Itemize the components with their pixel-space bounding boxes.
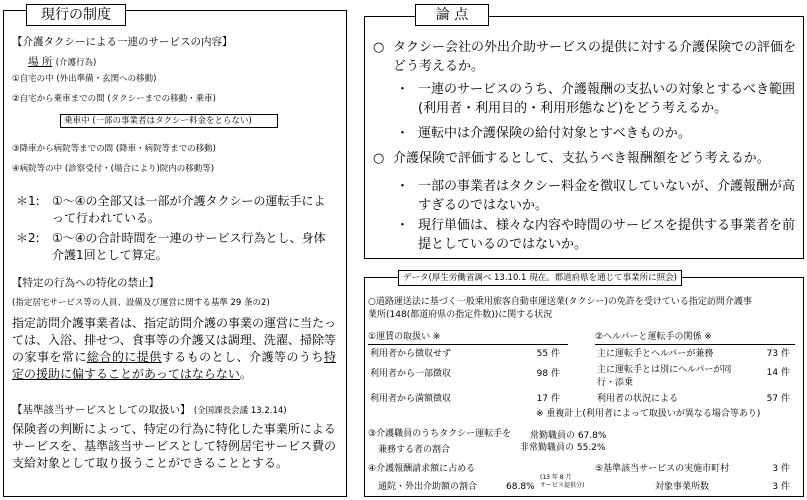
q1-mark: ○ bbox=[373, 40, 385, 55]
specialization-ban-heading: 【特定の行為への特化の禁止】 bbox=[12, 277, 159, 289]
target-office-value: 3 件 bbox=[772, 482, 790, 492]
service-content-heading: 【介護タクシーによる一連のサービスの内容】 bbox=[12, 36, 233, 48]
spec-text-c: 。 bbox=[239, 367, 252, 381]
fare-row-1-label: 利用者から徴収せず bbox=[370, 349, 452, 359]
claim-ratio-note bbox=[540, 474, 584, 490]
in-vehicle-box: 乗車中 (一部の事業者はタクシー料金をとらない) bbox=[60, 114, 278, 128]
spec-text-underline-2: 特定の援助に偏することがあってはならない bbox=[12, 350, 336, 381]
data-intro-line-1: ○道路運送法に基づく一般乗用旅客自動車運送業(タクシー)の免許を受けている指定訪問介護事 bbox=[368, 297, 752, 307]
helper-row-1-label: 主に運転手とヘルパーが兼務 bbox=[597, 349, 714, 359]
spec-text-underline-1: 総合的に提供 bbox=[86, 350, 162, 364]
q2-bullet-2-mark: ・ bbox=[396, 218, 410, 233]
data-tag: データ(厚生労働省調べ 13.10.1 現在。都道府県を通じて事業所に照会) bbox=[398, 270, 682, 286]
place-label bbox=[28, 55, 96, 69]
claim-ratio-note-b: サービス提供分) bbox=[540, 482, 585, 489]
helper-row-2-label: 主に運転手とは別にヘルパーが同行・添乗 bbox=[597, 365, 732, 388]
service-item-4: ④病院等の中 (診察受付・(場合により)院内の移動等) bbox=[12, 164, 215, 174]
fare-handling-title: ①運賃の取扱い ※ bbox=[368, 332, 441, 342]
q2-text: 介護保険で評価するとして、支払うべき報酬額をどう考えるか。 bbox=[393, 151, 770, 166]
q2-bullet-2: 現行単価は、様々な内容や時間のサービスを提供する事業者を前提としているのではないか。 bbox=[418, 218, 796, 252]
driver-ratio-fulltime: 常勤職員の 67.8% bbox=[530, 431, 607, 441]
q2-bullet-1: 一部の事業者はタクシー料金を徴収していないが、介護報酬が高すぎるのではないか。 bbox=[418, 179, 796, 213]
helper-driver-title: ②ヘルパーと運転手の関係 ※ bbox=[595, 332, 712, 342]
service-item-2: ②自宅から乗車までの間 (タクシーまでの移動・乗車) bbox=[12, 94, 216, 104]
standard-service-source: (全国課長会議 13.2.14) bbox=[193, 406, 287, 416]
fare-row-2-label: 利用者から一部徴収 bbox=[370, 369, 452, 379]
service-item-1: ①自宅の中 (外出準備・玄関への移動) bbox=[12, 74, 157, 84]
claim-ratio-label: 通院・外出介助額の割合 bbox=[378, 482, 478, 492]
specialization-ban-text bbox=[12, 315, 336, 383]
standard-municipality-value: 3 件 bbox=[772, 464, 790, 474]
claim-ratio-title: ④介護報酬請求額に占める bbox=[368, 464, 476, 474]
claim-ratio-value: 68.8% bbox=[506, 482, 535, 492]
issues-tag: 論 点 bbox=[415, 4, 489, 26]
helper-row-2-value: 14 件 bbox=[766, 368, 790, 378]
claim-ratio-note-a: (13 年 8 月 bbox=[540, 474, 572, 481]
driver-ratio-title: ③介護職員のうちタクシー運転手を bbox=[368, 429, 512, 439]
note-2-mark: ＊2: bbox=[16, 231, 40, 245]
helper-row-3-value: 57 件 bbox=[766, 394, 790, 404]
data-intro-line-2: 業所(148(都道府県の指定件数))に関する状況 bbox=[368, 310, 553, 320]
standard-service-text: 保険者の判断によって、特定の行為に特化した事業所によるサービスを、基準該当サービスとして特例居宅サービス費の支給対象として取り扱うことができることとする。 bbox=[12, 422, 337, 470]
q1-bullet-1-mark: ・ bbox=[396, 82, 410, 97]
standard-service-heading bbox=[12, 403, 287, 417]
place-label-sub: (介護行為) bbox=[55, 58, 97, 68]
place-label-text: 場 所 bbox=[28, 56, 53, 68]
target-office-label: 対象事業所数 bbox=[655, 482, 710, 492]
q1-bullet-1: 一連のサービスのうち、介護報酬の支払いの対象とするべき範囲(利用者・利用目的・利用形態など)をどう考えるか。 bbox=[418, 82, 796, 116]
fare-row-3-value: 17 件 bbox=[536, 394, 560, 404]
standard-municipality-title: ⑤基準該当サービスの実施市町村 bbox=[595, 464, 730, 474]
standard-service-heading-text: 【基準該当サービスとしての取扱い】 bbox=[12, 404, 191, 416]
specialization-ban-source: (指定居宅サービス等の人員、設備及び運営に関する基準 29 条の2) bbox=[12, 298, 270, 308]
spec-text-b: するものとし、介護等のうち bbox=[161, 350, 324, 364]
note-2: ①～④の合計時間を一連のサービス行為とし、身体介護1回として算定。 bbox=[52, 231, 326, 262]
q2-bullet-1-mark: ・ bbox=[396, 179, 410, 194]
q2-mark: ○ bbox=[373, 151, 385, 166]
current-system-tag: 現行の制度 bbox=[26, 4, 126, 26]
q1-bullet-2: 運転中は介護保険の給付対象とすべきものか。 bbox=[418, 126, 691, 141]
driver-ratio-parttime: 非常勤職員の 55.2% bbox=[520, 443, 606, 453]
fare-row-1-value: 55 件 bbox=[536, 349, 560, 359]
helper-row-1-value: 73 件 bbox=[766, 349, 790, 359]
q1-text: タクシー会社の外出介助サービスの提供に対する介護保険での評価をどう考えるか。 bbox=[393, 40, 797, 74]
helper-row-3-label: 利用者の状況による bbox=[597, 394, 679, 404]
fare-row-2-value: 98 件 bbox=[536, 369, 560, 379]
spec-text-a: 指定訪問介護事業者は、指定訪問介護の事業の運営に当たっては、入浴、排せつ、食事等の介護又は調理、洗濯、掃除等の家事を常に bbox=[12, 316, 337, 364]
service-item-3: ③降車から病院等までの間 (降車・病院等までの移動) bbox=[12, 144, 216, 154]
duplicate-footnote: ※ 重複計上(利用者によって取扱いが異なる場合等あり) bbox=[536, 409, 761, 419]
note-1-mark: ＊1: bbox=[16, 194, 40, 208]
driver-ratio-title-2: 兼務する者の割合 bbox=[378, 445, 451, 455]
helper-driver-rule bbox=[595, 344, 795, 345]
fare-handling-rule bbox=[368, 344, 568, 345]
q1-bullet-2-mark: ・ bbox=[396, 126, 410, 141]
fare-row-3-label: 利用者から満額徴収 bbox=[370, 394, 452, 404]
note-1: ①～④の全部又は一部が介護タクシーの運転手によって行われている。 bbox=[52, 194, 326, 225]
